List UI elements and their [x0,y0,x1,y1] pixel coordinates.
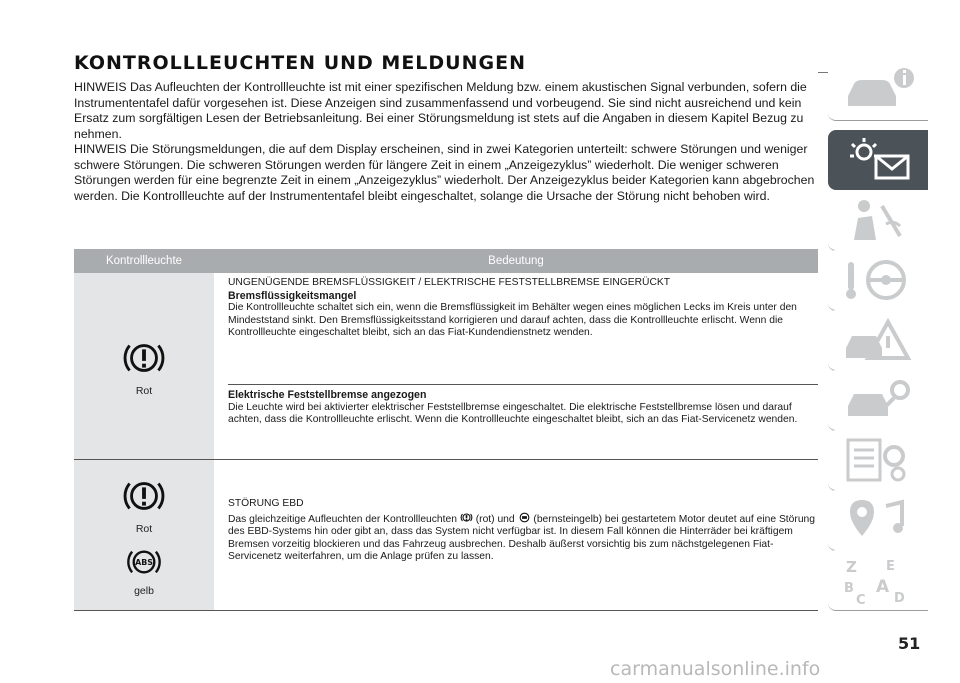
page-number: 51 [898,634,921,653]
header-kontrollleuchte: Kontrollleuchte [105,255,183,267]
color-label-amber: gelb [134,585,154,597]
tab-safety[interactable] [828,190,928,251]
block-heading: STÖRUNG EBD [228,498,304,509]
svg-text:D: D [894,591,905,606]
meaning-cell [214,460,818,610]
safety-icon [842,196,914,244]
meaning-cell [214,273,818,459]
maintenance-icon [842,376,914,424]
block-text [228,511,818,564]
intro-paragraph-1: HINWEIS Das Aufleuchten der Kontrollleuchte ist mit einer spezifischen Meldung bzw. einem akustischen Signal verbunden, sofern die Instrumententafel dafür vorgesehen ist. Diese Anzeigen sind zusammenfassend und vorbeugend. Sie sind nicht ausreichend und kein Ersatz zum sorgfältigen Lesen der Betriebsanleitung. Bei einer Störungsmeldung ist stets auf die Angaben in diesem Kapitel Bezug zu nehmen. [74,80,807,141]
block-text: Die Leuchte wird bei aktivierter elektrischer Feststellbremse eingeschaltet. Die elektrische Feststellbremse lösen und darauf achten, dass die Kontrollleuchte erlischt. Wenn die Kontrollleuchte eingeschaltet bleibt, sich an das Fiat-Servicenetz wenden. [228,401,798,426]
tab-maintenance[interactable] [828,370,928,431]
block-heading: UNGENÜGENDE BREMSFLÜSSIGKEIT / ELEKTRISCHE FESTSTELLBREMSE EINGERÜCKT [228,277,671,288]
block-subheading: Elektrische Feststellbremse angezogen [228,389,427,401]
text-part-c: (bernsteingelb) bei gestartetem Motor deutet auf eine Störung des EBD-Systems hin oder gibt an, dass das System nicht verfügbar ist. In diesem Fall können die Hinterräder bei kräftigem Bremsen vorzeitig blockieren und das Fahrzeug ausbrechen. Deshalb äußerst vorsichtig bis zum nächstgelegenen Fiat-Servicenetz weiterfahren, um die Anlage prüfen zu lassen. [228,513,816,563]
car-info-icon [842,66,914,114]
warning-lights-icon [842,136,914,184]
intro-text [74,80,819,204]
table-row [74,460,818,611]
svg-text:C: C [856,593,866,608]
svg-text:A: A [876,577,890,597]
technical-data-icon [842,436,914,484]
brake-warning-icon [121,473,167,519]
text-part-a: Das gleichzeitige Aufleuchten der Kontrollleuchten [228,513,457,525]
meaning-block-parking-brake [228,384,818,432]
multimedia-icon [842,496,914,544]
color-label-red: Rot [135,385,153,397]
table-row [74,273,818,460]
brake-warning-inline-icon [460,511,473,524]
block-text: Die Kontrollleuchte schaltet sich ein, wenn die Bremsflüssigkeit im Behälter wegen eines möglichen Lecks im Kreis unter den Mindeststand sinkt. Den Bremsflüssigkeitsstand korrigieren und darauf achten, dass die Kontrollleuchte erlischt. Wenn die Kontrollleuchte eingeschaltet bleibt, sich an das Fiat-Kundendienstnetz wenden. [228,302,797,339]
svg-text:B: B [844,581,854,596]
header-bedeutung: Bedeutung [488,255,544,267]
intro-paragraph-2: HINWEIS Die Störungsmeldungen, die auf dem Display erscheinen, sind in zwei Kategorien unterteilt: schwere Störungen und weniger schwere Störungen. Die schweren Störungen werden für längere Zeit in einem „Anzeigezyklus” wiederholt. Die weniger schweren Störungen werden für eine begrenzte Zeit in einem „Anzeigezyklus” wiederholt. Der Anzeigezyklus beider Kategorien kann abgebrochen werden. Die Kontrollleuchte auf der Instrumententafel bleibt eingeschaltet, solange die Ursache der Störung nicht behoben wird. [74,142,815,203]
index-icon [842,556,914,608]
tab-index[interactable] [828,550,928,611]
watermark: carmanualsonline.info [610,658,821,680]
page-title: KONTROLLLEUCHTEN UND MELDUNGEN [74,52,526,74]
abs-icon-text: ABS [135,558,153,568]
svg-text:E: E [886,559,895,574]
tab-warning-lights[interactable] [828,130,928,190]
icon-cell [74,273,214,459]
tab-emergency[interactable] [828,310,928,371]
tab-starting-driving[interactable] [828,250,928,311]
block-subheading: Bremsflüssigkeitsmangel [228,289,357,302]
tab-technical-data[interactable] [828,430,928,491]
tab-multimedia[interactable] [828,490,928,551]
abs-warning-icon [125,543,163,581]
text-part-b: (rot) und [475,513,515,525]
meaning-block-brake-fluid [228,273,818,384]
icon-cell [74,460,214,610]
brake-warning-icon [121,335,167,381]
tab-car-info[interactable] [828,60,928,121]
color-label-red: Rot [135,523,153,535]
emergency-icon [842,316,914,364]
starting-driving-icon [842,256,914,304]
abs-inline-icon [518,511,531,524]
warning-lights-table [74,249,818,611]
svg-text:Z: Z [846,558,857,576]
table-header [74,249,818,273]
